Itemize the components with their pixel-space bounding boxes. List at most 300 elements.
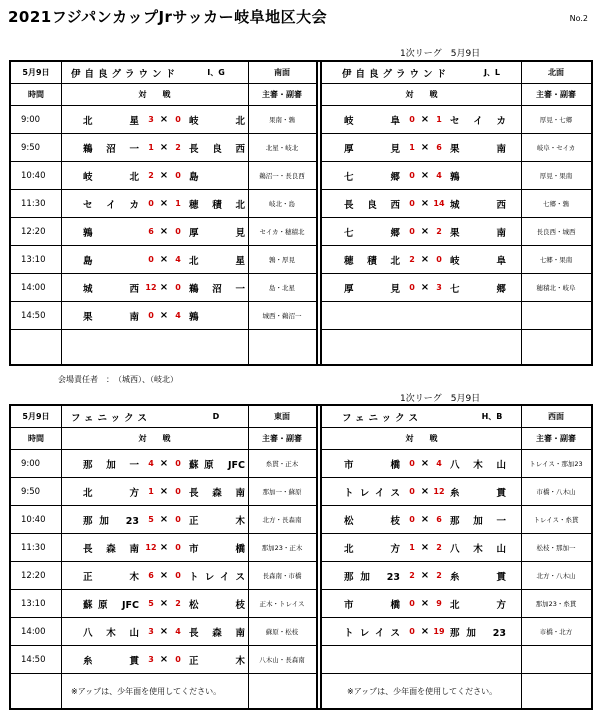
versus-mark: × [420,114,430,125]
referees: 北星・岐北 [265,144,299,152]
court-ids: H、B [481,412,503,421]
away-team: 七 郷 [450,283,506,295]
home-team: 長森南 [83,543,139,555]
home-team: 市 橋 [344,459,400,471]
date-cell [11,62,61,83]
away-team: 穂積北 [189,199,245,211]
referees-cell [521,246,591,273]
match-row [322,618,591,646]
match-cell [61,162,248,189]
referees: 鶉・厚見 [269,256,295,264]
footer-row [11,674,316,708]
match-header [61,84,248,105]
home-team: 那加 23 [344,571,400,583]
match-row [11,218,316,246]
warmup-note-cell [347,674,547,708]
away-score: 4 [436,459,442,468]
match-cell [322,618,521,645]
home-score: 0 [148,311,154,320]
home-team: 厚 見 [344,143,400,155]
kickoff-time-cell [11,590,61,617]
kickoff-time: 12:20 [21,570,46,581]
referees-cell [521,478,591,505]
home-score: 2 [148,171,154,180]
kickoff-time-cell [11,506,61,533]
referee-header-label: 主審・副審 [262,434,302,443]
match-row [11,534,316,562]
kickoff-time: 10:40 [21,170,46,181]
away-team: セイカ [450,115,506,127]
field-side-cell [521,406,591,427]
column-divider [61,406,62,427]
away-score: 0 [175,571,181,580]
versus-mark: × [159,226,169,237]
referees: 城西・鵜沼一 [262,312,302,320]
home-team: 島 [83,255,93,267]
home-team: セイカ [83,199,139,211]
home-score: 0 [409,459,415,468]
referees-cell [248,162,316,189]
kickoff-time-cell [11,190,61,217]
versus-mark: × [159,542,169,553]
referee-header [521,84,591,105]
column-divider [61,674,62,708]
kickoff-time-cell [11,618,61,645]
home-score: 0 [148,255,154,264]
away-score: 14 [433,199,445,208]
referees-cell [248,618,316,645]
home-team: トレイス [344,487,400,499]
home-score: 3 [148,115,154,124]
away-score: 2 [175,599,181,608]
venue-manager-note: 会場責任者 ： （城西）、（岐北） [58,375,178,384]
kickoff-time-cell [11,534,61,561]
match-header-label: 対 戦 [405,434,438,443]
referees: 八木山・長森南 [259,656,305,664]
away-score: 6 [436,143,442,152]
away-score: 0 [175,543,181,552]
kickoff-time-cell [11,646,61,673]
kickoff-time-cell [11,302,61,329]
referees-cell [248,478,316,505]
match-row [322,246,591,274]
home-team: 北 星 [83,115,139,127]
time-header-label: 時間 [28,434,44,443]
away-team: 鶉 [189,311,199,323]
home-score: 1 [148,487,154,496]
versus-mark: × [420,142,430,153]
home-score: 12 [145,543,157,552]
away-team: 八木山 [450,543,506,555]
referee-header-label: 主審・副審 [536,434,576,443]
column-header-row [322,428,591,450]
home-team: 穂積北 [344,255,400,267]
referees-cell [521,618,591,645]
referees: 穂積北・岐阜 [536,284,576,292]
footer-row [322,330,591,364]
courts-cell [467,406,517,427]
match-cell [322,646,521,673]
referees: トレイス・糸貫 [533,516,579,524]
away-score: 0 [436,255,442,264]
referees-cell [248,450,316,477]
referees-cell [521,190,591,217]
referees: 正木・トレイス [259,600,305,608]
referee-header [248,428,316,449]
kickoff-time-cell [11,562,61,589]
away-score: 0 [175,459,181,468]
column-divider [248,330,249,364]
warmup-note-cell [71,674,271,708]
versus-mark: × [159,254,169,265]
column-header-row [11,428,316,450]
referees-cell [248,106,316,133]
match-header-label: 対 戦 [138,90,171,99]
match-row [322,646,591,674]
away-score: 2 [436,543,442,552]
match-row [11,450,316,478]
kickoff-time-cell [11,218,61,245]
left-venue-table [11,406,316,708]
match-row [11,246,316,274]
kickoff-time-cell [11,478,61,505]
venue-header-row [11,62,316,84]
away-score: 3 [436,283,442,292]
home-team: 蘇原 JFC [83,599,139,611]
versus-mark: × [159,514,169,525]
referees-cell [248,246,316,273]
home-team: 七 郷 [344,171,400,183]
referees: 市橋・八木山 [536,488,576,496]
away-team: 島 [189,171,199,183]
match-row [322,134,591,162]
match-cell [322,590,521,617]
right-venue-table [322,62,591,364]
kickoff-time-cell [11,246,61,273]
home-score: 0 [409,599,415,608]
away-team: 那加一 [450,515,506,527]
column-header-row [322,84,591,106]
match-row [11,162,316,190]
match-row [11,562,316,590]
match-row [11,190,316,218]
referees-cell [248,302,316,329]
referees-cell [521,106,591,133]
referees: セイカ・穂積北 [259,228,305,236]
referees: 長森南・市橋 [262,572,302,580]
right-venue-table [322,406,591,708]
match-cell [322,246,521,273]
schedule-table [9,60,593,366]
away-team: 岐 阜 [450,255,506,267]
versus-mark: × [420,598,430,609]
home-team: トレイス [344,627,400,639]
away-score: 0 [175,227,181,236]
match-row [11,590,316,618]
match-row [322,218,591,246]
away-team: 北 星 [189,255,245,267]
venue-name: フェニックス [71,412,152,424]
home-team: 岐 阜 [344,115,400,127]
referees: 北方・長森南 [262,516,302,524]
home-score: 4 [148,459,154,468]
kickoff-time: 14:50 [21,310,46,321]
match-row [322,534,591,562]
match-cell [322,534,521,561]
match-row [11,106,316,134]
home-score: 0 [409,627,415,636]
schedule-table [9,404,593,710]
home-score: 1 [409,143,415,152]
column-header-row [11,84,316,106]
versus-mark: × [420,570,430,581]
league-round-label: 1次リーグ 5月9日 [400,394,481,404]
away-team: 鵜沼一 [189,283,245,295]
venue-name: 伊自良グラウンド [342,68,451,80]
referees: 果南・鶉 [269,116,295,124]
kickoff-time: 14:50 [21,654,46,665]
match-date: 5月9日 [22,68,50,77]
away-team: 八木山 [450,459,506,471]
referees: 岐北・島 [269,200,295,208]
time-header [11,84,61,105]
match-row [322,506,591,534]
away-score: 4 [175,627,181,636]
court-ids: D [212,412,220,421]
away-team: 正 木 [189,655,245,667]
kickoff-time: 9:00 [21,114,41,125]
warmup-note: ※アップは、少年面を使用してください。 [347,686,498,696]
away-team: 正 木 [189,515,245,527]
away-score: 0 [175,487,181,496]
match-row [322,162,591,190]
referees: 那加23・正木 [261,544,303,552]
column-divider [521,330,522,364]
referees-cell [248,190,316,217]
away-score: 0 [175,515,181,524]
match-cell [61,646,248,673]
away-score: 4 [175,311,181,320]
home-score: 0 [409,199,415,208]
match-header [61,428,248,449]
versus-mark: × [420,226,430,237]
away-team: 松 枝 [189,599,245,611]
away-team: 果 南 [450,227,506,239]
referees: 松枝・那加一 [536,544,576,552]
footer-row [11,330,316,364]
versus-mark: × [159,598,169,609]
versus-mark: × [159,198,169,209]
match-cell [61,246,248,273]
versus-mark: × [420,486,430,497]
versus-mark: × [159,486,169,497]
column-divider [61,330,62,364]
home-team: 岐 北 [83,171,139,183]
referees: 糸貫・正木 [265,460,299,468]
referees: 長良西・城西 [536,228,576,236]
match-cell [322,134,521,161]
match-cell [322,106,521,133]
match-row [322,478,591,506]
home-score: 2 [409,255,415,264]
away-score: 2 [436,227,442,236]
away-team: 厚 見 [189,227,245,239]
match-row [11,134,316,162]
home-score: 3 [148,627,154,636]
away-score: 9 [436,599,442,608]
match-row [322,562,591,590]
referees: 那加一・蘇原 [262,488,302,496]
kickoff-time-cell [11,134,61,161]
referee-header [521,428,591,449]
home-team: 七 郷 [344,227,400,239]
venue-name: 伊自良グラウンド [71,68,180,80]
versus-mark: × [159,282,169,293]
kickoff-time-cell [11,274,61,301]
away-score: 6 [436,515,442,524]
away-team: 長良西 [189,143,245,155]
versus-mark: × [159,170,169,181]
home-score: 6 [148,571,154,580]
versus-mark: × [159,114,169,125]
kickoff-time: 13:10 [21,598,46,609]
referees-cell [248,562,316,589]
warmup-note: ※アップは、少年面を使用してください。 [71,686,222,696]
field-side: 東面 [274,412,290,421]
away-score: 4 [436,171,442,180]
referees-cell [248,506,316,533]
match-cell [61,302,248,329]
match-cell [322,190,521,217]
match-cell [322,274,521,301]
away-score: 1 [175,199,181,208]
referees-cell [521,646,591,673]
kickoff-time: 9:50 [21,486,41,497]
match-cell [61,478,248,505]
referee-header-label: 主審・副審 [262,90,302,99]
referees: 七郷・鶉 [543,200,569,208]
away-score: 19 [433,627,445,636]
date-cell [11,406,61,427]
match-cell [322,506,521,533]
home-score: 2 [409,571,415,580]
home-score: 0 [148,199,154,208]
referees-cell [521,590,591,617]
home-team: 八木山 [83,627,139,639]
referees-cell [521,506,591,533]
venue-header-row [322,406,591,428]
referees: 北方・八木山 [536,572,576,580]
referees-cell [521,134,591,161]
match-cell [61,274,248,301]
away-score: 0 [175,171,181,180]
home-team: 鶉 [83,227,93,239]
away-team: 岐 北 [189,115,245,127]
footer-row [322,674,591,708]
away-score: 4 [175,255,181,264]
away-team: 長森南 [189,487,245,499]
away-team: 果 南 [450,143,506,155]
venue-header-row [322,62,591,84]
home-score: 6 [148,227,154,236]
referees: 岐阜・セイカ [536,144,576,152]
court-ids: J、L [483,68,501,77]
home-team: 那加 23 [83,515,139,527]
home-team: 果 南 [83,311,139,323]
field-side: 西面 [548,412,564,421]
match-cell [61,450,248,477]
match-cell [322,162,521,189]
away-team: 市 橋 [189,543,245,555]
league-round-label: 1次リーグ 5月9日 [400,49,481,59]
home-team: 糸 貫 [83,655,139,667]
referee-header [248,84,316,105]
venue-name: フェニックス [342,412,423,424]
versus-mark: × [420,198,430,209]
kickoff-time: 11:30 [21,198,46,209]
home-score: 0 [409,515,415,524]
match-row [322,106,591,134]
venue-header-row [11,406,316,428]
versus-mark: × [159,310,169,321]
versus-mark: × [420,170,430,181]
home-score: 0 [409,171,415,180]
match-cell [61,218,248,245]
kickoff-time: 13:10 [21,254,46,265]
referees: 市橋・北方 [539,628,573,636]
versus-mark: × [420,282,430,293]
away-score: 1 [436,115,442,124]
home-score: 5 [148,599,154,608]
home-score: 0 [409,115,415,124]
versus-mark: × [159,570,169,581]
referees: 厚見・果南 [539,172,573,180]
home-team: 北 方 [83,487,139,499]
kickoff-time-cell [11,162,61,189]
away-score: 2 [436,571,442,580]
referee-header-label: 主審・副審 [536,90,576,99]
field-side-cell [248,406,316,427]
match-cell [61,590,248,617]
match-cell [61,134,248,161]
time-header-label: 時間 [28,90,44,99]
versus-mark: × [159,142,169,153]
match-cell [322,562,521,589]
referees-cell [521,562,591,589]
match-row [11,274,316,302]
kickoff-time: 10:40 [21,514,46,525]
match-cell [61,562,248,589]
match-row [11,506,316,534]
match-cell [322,302,521,329]
referees-cell [248,218,316,245]
document-number: No.2 [569,14,588,23]
match-row [322,274,591,302]
match-cell [322,478,521,505]
referees-cell [521,218,591,245]
referees-cell [521,302,591,329]
home-score: 1 [409,543,415,552]
home-team: 市 橋 [344,599,400,611]
field-side: 北面 [548,68,564,77]
match-cell [61,534,248,561]
match-row [11,302,316,330]
referees-cell [521,274,591,301]
versus-mark: × [420,542,430,553]
away-score: 0 [175,283,181,292]
referees: 島・北星 [269,284,295,292]
courts-cell [467,62,517,83]
